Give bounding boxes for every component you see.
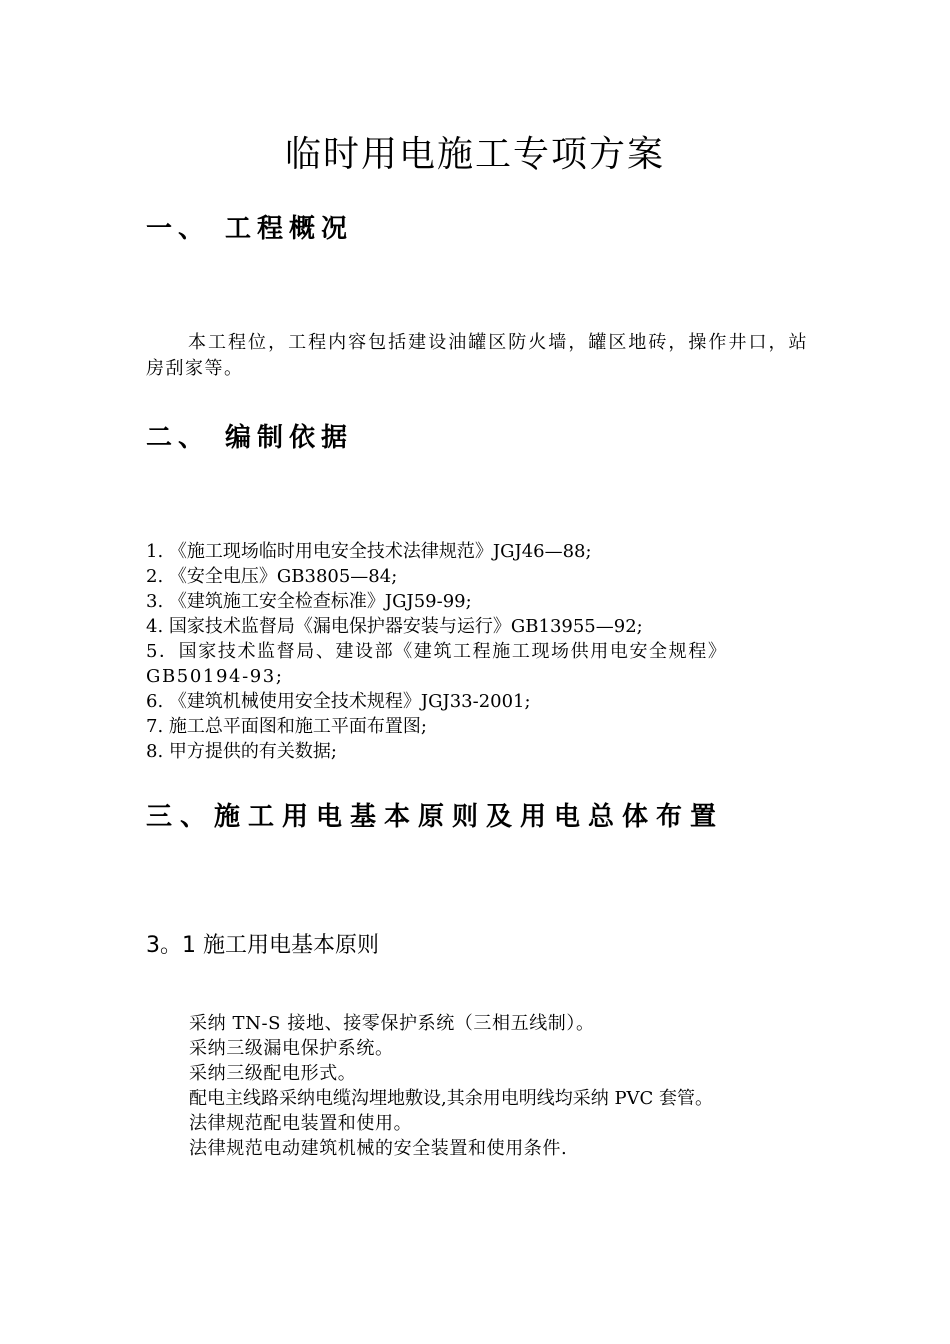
list-item: 采纳三级漏电保护系统。 [189,1038,394,1059]
list-item: 采纳三级配电形式。 [189,1063,357,1084]
list-item: 4. 国家技术监督局《漏电保护器安装与运行》GB13955—92; [146,616,643,637]
list-item: 7. 施工总平面图和施工平面布置图; [146,716,427,737]
section-heading-principles: 三、施工用电基本原则及用电总体布置 [146,802,725,832]
document-title: 临时用电施工专项方案 [284,134,665,175]
list-item: 1. 《施工现场临时用电安全技术法律规范》JGJ46—88; [146,541,592,562]
subsection-heading: 3。1 施工用电基本原则 [146,933,379,958]
overview-paragraph: 本工程位，工程内容包括建设油罐区防火墙，罐区地砖，操作井口，站房刮家等。 [146,332,808,379]
list-item: 配电主线路采纳电缆沟埋地敷设,其余用电明线均采纳 PVC 套管。 [189,1088,714,1109]
basis-list [146,539,810,764]
list-item: 2. 《安全电压》GB3805—84; [146,566,398,587]
list-item: 采纳 TN-S 接地、接零保护系统（三相五线制）。 [189,1013,595,1034]
list-item: 6. 《建筑机械使用安全技术规程》JGJ33-2001; [146,691,531,712]
list-item: 5．国家技术监督局、建设部《建筑工程施工现场供用电安全规程》GB50194-93; [146,641,728,687]
section-heading-basis: 二、 编制依据 [146,423,354,453]
list-item: 3. 《建筑施工安全检查标准》JGJ59-99; [146,591,472,612]
section-heading-overview: 一、 工程概况 [146,214,354,244]
list-item: 法律规范配电装置和使用。 [189,1113,413,1134]
principles-list [189,1011,829,1161]
list-item: 8. 甲方提供的有关数据; [146,741,337,762]
list-item: 法律规范电动建筑机械的安全装置和使用条件. [189,1138,568,1159]
